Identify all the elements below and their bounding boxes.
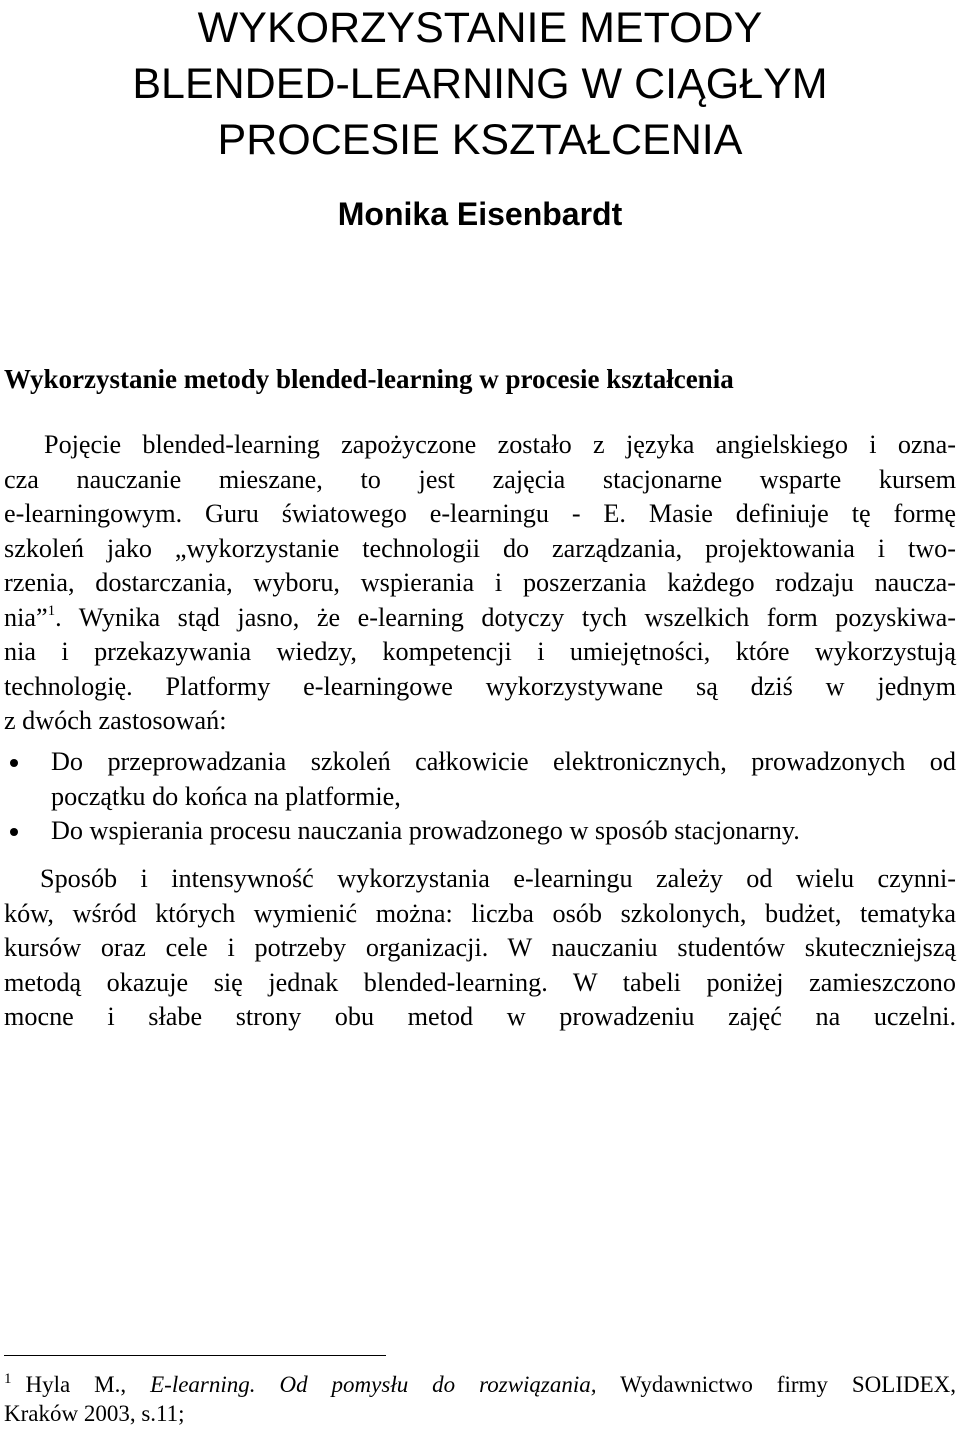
paragraph-line: e-learningowym. Guru światowego e-learningu - E. Masie definiuje tę formę [4,499,956,528]
author-name: Monika Eisenbardt [337,196,623,232]
paragraph-line: Sposób i intensywność wykorzystania e-learningu zależy od wielu czynni- [40,864,956,893]
bullet-icon [10,828,18,836]
paragraph-line: cza nauczanie mieszane, to jest zajęcia stacjonarne wsparte kursem [4,464,956,494]
bullet-list [4,745,956,849]
bullet-icon [10,759,18,767]
paragraph-line: nia i przekazywania wiedzy, kompetencji i umiejętności, które wykorzystują [4,637,956,666]
paragraph-line: metodą okazuje się jednak blended-learning. W tabeli poniżej zamieszczono [4,967,956,997]
title-line-2: BLENDED-LEARNING W CIĄGŁYM [132,60,828,108]
title-line-1: WYKORZYSTANIE METODY [197,4,763,52]
paragraph-line: mocne i słabe strony obu metod w prowadzeniu zajęć na uczelni. [4,1002,956,1031]
paragraph-line: technologię. Platformy e-learningowe wykorzystywane są dziś w jednym [4,671,956,701]
paragraph-text: . Wynika stąd jasno, że e-learning dotyczy tych wszelkich form pozyskiwa- [55,602,956,632]
document-title [0,0,960,168]
paragraph-line: z dwóch zastosowań: [4,706,227,735]
paragraph-line: kursów oraz cele i potrzeby organizacji. W nauczaniu studentów skuteczniejszą [4,933,956,962]
footnote-publisher: Wydawnictwo firmy SOLIDEX, [596,1372,956,1397]
footnote-separator [4,1355,386,1356]
footnote-reference[interactable]: 1 [47,602,56,619]
list-item-line: Do wspierania procesu nauczania prowadzonego w sposób stacjonarny. [51,816,800,845]
footnote-author: Hyla M., [25,1372,151,1397]
list-item-line: Do przeprowadzania szkoleń całkowicie elektronicznych, prowadzonych od [51,747,956,776]
title-line-3: PROCESIE KSZTAŁCENIA [217,116,743,164]
paragraph-line: ków, wśród których wymienić można: liczba osób szkolonych, budżet, tematyka [4,898,956,928]
paragraph-text: nia” [4,602,48,632]
paragraph-1 [4,428,956,739]
paragraph-line-with-footnote [4,601,956,636]
footnote-line [4,1370,956,1399]
footnote-title: E-learning. Od pomysłu do rozwiązania, [150,1372,597,1397]
footnote [4,1370,956,1428]
list-item-line: początku do końca na platformie, [51,781,401,811]
footnote-place: Kraków 2003, s.11; [4,1401,185,1426]
paragraph-line: Pojęcie blended-learning zapożyczone zostało z języka angielskiego i ozna- [44,430,956,459]
footnote-number: 1 [4,1371,12,1387]
paragraph-line: rzenia, dostarczania, wyboru, wspierania i poszerzania każdego rodzaju naucza- [4,568,956,597]
list-item [4,814,956,849]
list-item [4,745,956,814]
section-heading: Wykorzystanie metody blended-learning w procesie kształcenia [4,364,734,394]
paragraph-line: szkoleń jako „wykorzystanie technologii do zarządzania, projektowania i two- [4,533,956,563]
paragraph-2 [4,862,956,1035]
